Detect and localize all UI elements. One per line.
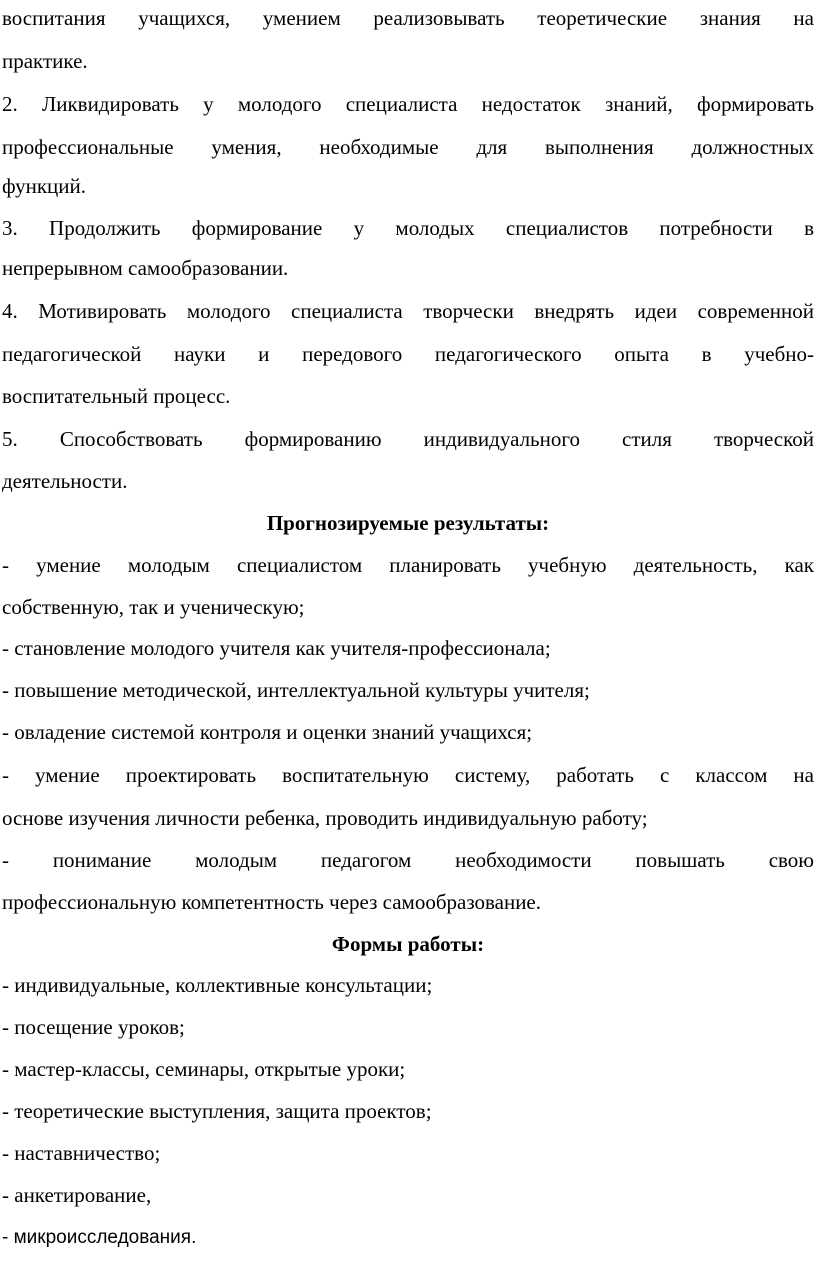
form-item-6: - анкетирование,: [2, 1183, 152, 1207]
form-item-1: - индивидуальные, коллективные консультации;: [2, 973, 433, 997]
task-4-line-1: 4. Мотивировать молодого специалиста творчески внедрять идеи современной: [2, 299, 814, 323]
form-item-4: - теоретические выступления, защита проектов;: [2, 1099, 432, 1123]
task-3-line-2: непрерывном самообразовании.: [2, 256, 289, 280]
result-5-line-2: основе изучения личности ребенка, проводить индивидуальную работу;: [2, 806, 648, 830]
result-4: - овладение системой контроля и оценки знаний учащихся;: [2, 720, 533, 744]
task-2-line-3: функций.: [2, 174, 86, 198]
result-6-line-1: - понимание молодым педагогом необходимости повышать свою: [2, 848, 814, 872]
task-2-line-2: профессиональные умения, необходимые для выполнения должностных: [2, 135, 814, 159]
result-1-line-2: собственную, так и ученическую;: [2, 595, 305, 619]
task-4-line-3: воспитательный процесс.: [2, 384, 231, 408]
task-3-line-1: 3. Продолжить формирование у молодых специалистов потребности в: [2, 216, 814, 240]
result-2: - становление молодого учителя как учителя-профессионала;: [2, 636, 551, 660]
result-3: - повышение методической, интеллектуальной культуры учителя;: [2, 678, 590, 702]
form-item-7: - микроисследования.: [2, 1227, 197, 1248]
task-5-line-2: деятельности.: [2, 469, 128, 493]
form-item-5: - наставничество;: [2, 1141, 161, 1165]
result-1-line-1: - умение молодым специалистом планировать учебную деятельность, как: [2, 553, 814, 577]
result-5-line-1: - умение проектировать воспитательную систему, работать с классом на: [2, 763, 814, 787]
task-5-line-1: 5. Способствовать формированию индивидуального стиля творческой: [2, 427, 814, 451]
forms-heading: Формы работы:: [331, 932, 485, 956]
task-4-line-2: педагогической науки и передового педагогического опыта в учебно-: [2, 342, 814, 366]
result-6-line-2: профессиональную компетентность через самообразование.: [2, 890, 542, 914]
task-2-line-1: 2. Ликвидировать у молодого специалиста недостаток знаний, формировать: [2, 92, 814, 116]
form-item-2: - посещение уроков;: [2, 1015, 185, 1039]
intro-line-1: воспитания учащихся, умением реализовывать теоретические знания на: [2, 6, 814, 30]
results-heading: Прогнозируемые результаты:: [266, 511, 550, 535]
intro-line-2: практике.: [2, 49, 88, 73]
form-item-3: - мастер-классы, семинары, открытые уроки;: [2, 1057, 406, 1081]
